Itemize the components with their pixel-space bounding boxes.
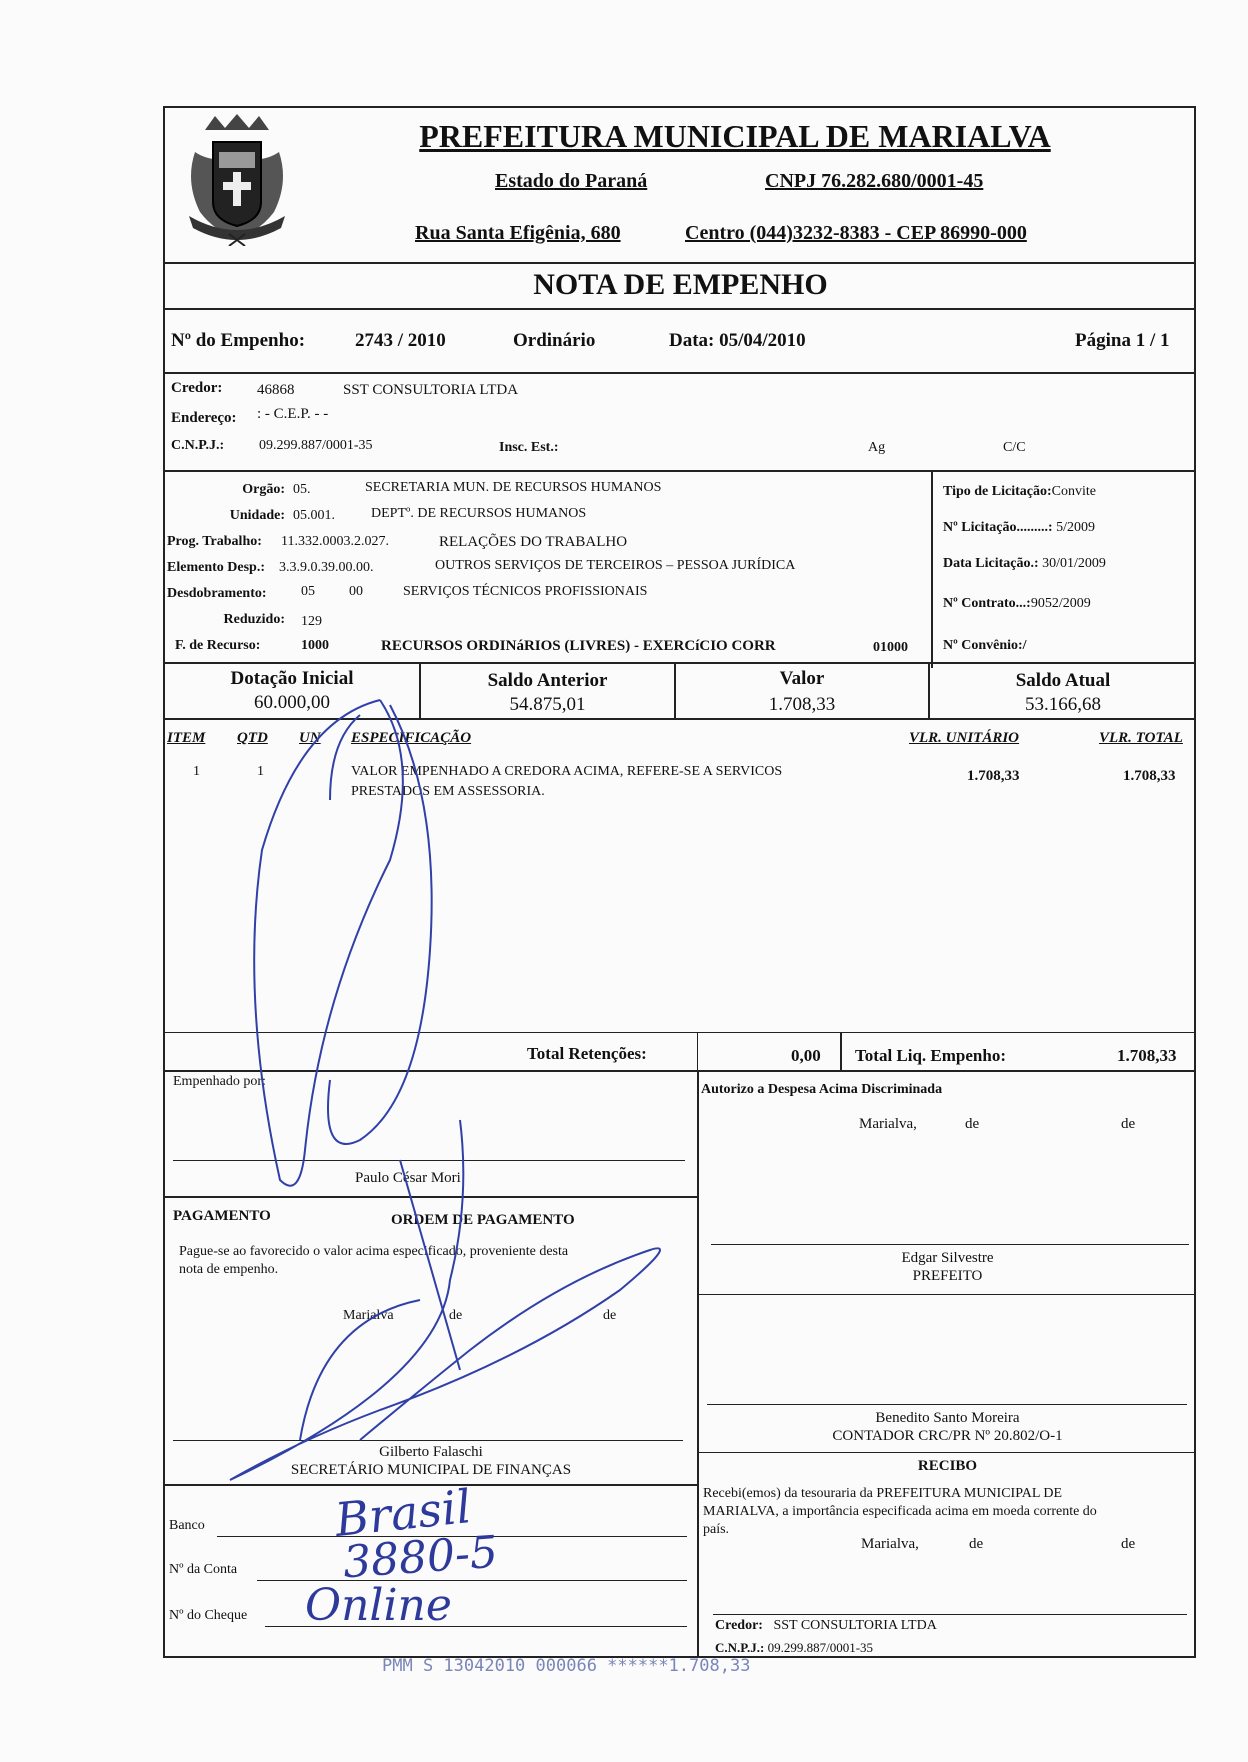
bank-stamp: PMM S 13042010 000066 ******1.708,33 bbox=[382, 1656, 751, 1676]
atual-label: Saldo Atual bbox=[1015, 670, 1111, 691]
doc-title: NOTA DE EMPENHO bbox=[533, 268, 828, 301]
empenho-number: 2743 / 2010 bbox=[355, 330, 446, 351]
recibo-de2: de bbox=[1121, 1536, 1136, 1552]
items-header-un: UN bbox=[299, 730, 321, 746]
reduzido-value: 129 bbox=[301, 614, 322, 629]
cnpj-label: C.N.P.J.: bbox=[171, 438, 225, 453]
empenhado-label: Empenhado por: bbox=[173, 1074, 266, 1089]
unidade-code: 05.001. bbox=[293, 508, 335, 523]
desd-desc: SERVIÇOS TÉCNICOS PROFISSIONAIS bbox=[403, 584, 648, 599]
numero-licitacao: Nº Licitação.........: 5/2009 bbox=[943, 520, 1095, 535]
prefeito-name: Edgar Silvestre bbox=[901, 1250, 994, 1266]
item-spec-line1: VALOR EMPENHADO A CREDORA ACIMA, REFERE-SE A SERVICOS bbox=[351, 764, 783, 779]
anterior-value: 54.875,01 bbox=[509, 694, 586, 715]
retencoes-label: Total Retenções: bbox=[527, 1044, 647, 1063]
valor-value: 1.708,33 bbox=[768, 694, 836, 715]
recibo-de1: de bbox=[969, 1536, 984, 1552]
credor-code: 46868 bbox=[257, 382, 295, 398]
anterior-label: Saldo Anterior bbox=[487, 670, 608, 691]
liq-value: 1.708,33 bbox=[1117, 1046, 1177, 1065]
insc-label: Insc. Est.: bbox=[499, 440, 559, 455]
pagamento-de1: de bbox=[449, 1308, 463, 1323]
orgao-desc: SECRETARIA MUN. DE RECURSOS HUMANOS bbox=[365, 480, 662, 495]
item-spec-line2: PRESTADOS EM ASSESSORIA. bbox=[351, 784, 545, 799]
endereco-label: Endereço: bbox=[171, 410, 237, 426]
recibo-line1: Recebi(emos) da tesouraria da PREFEITURA MUNICIPAL DE bbox=[703, 1486, 1063, 1501]
header-cnpj: CNPJ 76.282.680/0001-45 bbox=[765, 170, 984, 192]
item-number: 1 bbox=[193, 764, 200, 779]
numero-convenio: Nº Convênio:/ bbox=[943, 638, 1027, 653]
data-licitacao: Data Licitação.: 30/01/2009 bbox=[943, 556, 1106, 571]
header-contact: Centro (044)3232-8383 - CEP 86990-000 bbox=[685, 222, 1027, 244]
item-unit-value: 1.708,33 bbox=[967, 768, 1020, 784]
contador-role: CONTADOR CRC/PR Nº 20.802/O-1 bbox=[832, 1428, 1063, 1444]
prefeito-role: PREFEITO bbox=[912, 1268, 983, 1284]
prog-label: Prog. Trabalho: bbox=[167, 534, 262, 549]
unidade-desc: DEPTº. DE RECURSOS HUMANOS bbox=[371, 506, 587, 521]
liq-label: Total Liq. Empenho: bbox=[855, 1046, 1006, 1065]
orgao-code: 05. bbox=[293, 482, 311, 497]
pagamento-text-line1: Pague-se ao favorecido o valor acima especificado, proveniente desta bbox=[179, 1244, 569, 1259]
recibo-title: RECIBO bbox=[917, 1458, 978, 1474]
items-header-item: ITEM bbox=[167, 730, 206, 746]
cc-label: C/C bbox=[1003, 440, 1026, 455]
banco-label: Banco bbox=[169, 1518, 205, 1533]
retencoes-value: 0,00 bbox=[791, 1046, 821, 1065]
conta-value: 3880-5 bbox=[341, 1526, 500, 1589]
recibo-line2: MARIALVA, a importância especificada acima em moeda corrente do bbox=[703, 1504, 1097, 1519]
banco-value: Brasil bbox=[332, 1479, 474, 1547]
recurso-desc: RECURSOS ORDINáRIOS (LIVRES) - EXERCíCIO CORR bbox=[381, 638, 776, 654]
prog-code: 11.332.0003.2.027. bbox=[281, 534, 389, 549]
unidade-label: Unidade: bbox=[229, 508, 285, 523]
cheque-label: Nº do Cheque bbox=[169, 1608, 248, 1623]
items-header-total: VLR. TOTAL bbox=[1099, 730, 1183, 746]
recibo-cnpj: C.N.P.J.: 09.299.887/0001-35 bbox=[715, 1640, 874, 1655]
elem-desc: OUTROS SERVIÇOS DE TERCEIROS – PESSOA JURÍDICA bbox=[435, 558, 796, 573]
orgao-label: Orgão: bbox=[242, 482, 285, 497]
desd-code1: 05 bbox=[301, 584, 315, 599]
items-header-unit: VLR. UNITÁRIO bbox=[909, 730, 1020, 746]
empenho-page: Página 1 / 1 bbox=[1075, 330, 1170, 351]
prog-desc: RELAÇÕES DO TRABALHO bbox=[439, 534, 628, 550]
header-street: Rua Santa Efigênia, 680 bbox=[415, 222, 621, 244]
items-header-spec: ESPECIFICAÇÃO bbox=[351, 730, 472, 746]
recurso-code2: 01000 bbox=[873, 640, 908, 655]
recibo-place: Marialva, bbox=[861, 1536, 919, 1552]
atual-value: 53.166,68 bbox=[1025, 694, 1101, 715]
item-qtd: 1 bbox=[257, 764, 264, 779]
credor-label: Credor: bbox=[171, 380, 223, 396]
recurso-code: 1000 bbox=[301, 638, 329, 653]
recibo-line3: país. bbox=[703, 1522, 730, 1537]
conta-label: Nº da Conta bbox=[169, 1562, 238, 1577]
elem-code: 3.3.9.0.39.00.00. bbox=[279, 560, 374, 575]
pagamento-text-line2: nota de empenho. bbox=[179, 1262, 279, 1277]
reduzido-label: Reduzido: bbox=[223, 612, 285, 627]
contador-name: Benedito Santo Moreira bbox=[875, 1410, 1020, 1426]
item-total-value: 1.708,33 bbox=[1123, 768, 1176, 784]
elem-label: Elemento Desp.: bbox=[167, 560, 265, 575]
desd-label: Desdobramento: bbox=[167, 586, 267, 601]
items-header-qtd: QTD bbox=[237, 730, 268, 746]
empenho-date: Data: 05/04/2010 bbox=[669, 330, 806, 351]
empenho-type: Ordinário bbox=[513, 330, 596, 351]
secretario-name: Gilberto Falaschi bbox=[379, 1444, 483, 1460]
recibo-credor: Credor: SST CONSULTORIA LTDA bbox=[715, 1618, 937, 1633]
numero-contrato: Nº Contrato...:9052/2009 bbox=[943, 596, 1091, 611]
empenhado-name: Paulo César Mori bbox=[355, 1170, 461, 1186]
empenho-number-label: Nº do Empenho: bbox=[171, 330, 306, 351]
recurso-label: F. de Recurso: bbox=[175, 638, 261, 653]
pagamento-place: Marialva bbox=[343, 1308, 394, 1323]
secretario-role: SECRETÁRIO MUNICIPAL DE FINANÇAS bbox=[290, 1462, 572, 1478]
autorizo-place: Marialva, bbox=[859, 1116, 917, 1132]
pagamento-de2: de bbox=[603, 1308, 617, 1323]
tipo-licitacao: Tipo de Licitação:Convite bbox=[943, 484, 1096, 499]
pagamento-label: PAGAMENTO bbox=[173, 1208, 271, 1224]
header-title: PREFEITURA MUNICIPAL DE MARIALVA bbox=[419, 118, 1051, 154]
dotacao-label: Dotação Inicial bbox=[230, 668, 354, 689]
endereco-value: : - C.E.P. - - bbox=[257, 406, 329, 422]
header-state: Estado do Paraná bbox=[495, 170, 648, 192]
autorizo-label: Autorizo a Despesa Acima Discriminada bbox=[701, 1082, 943, 1097]
desd-code2: 00 bbox=[349, 584, 363, 599]
autorizo-de1: de bbox=[965, 1116, 980, 1132]
ordem-pagamento: ORDEM DE PAGAMENTO bbox=[391, 1212, 575, 1228]
credor-name: SST CONSULTORIA LTDA bbox=[343, 382, 519, 398]
valor-label: Valor bbox=[779, 668, 825, 689]
autorizo-de2: de bbox=[1121, 1116, 1136, 1132]
cnpj-value: 09.299.887/0001-35 bbox=[259, 438, 373, 453]
ag-label: Ag bbox=[868, 440, 886, 455]
dotacao-value: 60.000,00 bbox=[254, 692, 330, 713]
cheque-value: Online bbox=[305, 1580, 452, 1631]
